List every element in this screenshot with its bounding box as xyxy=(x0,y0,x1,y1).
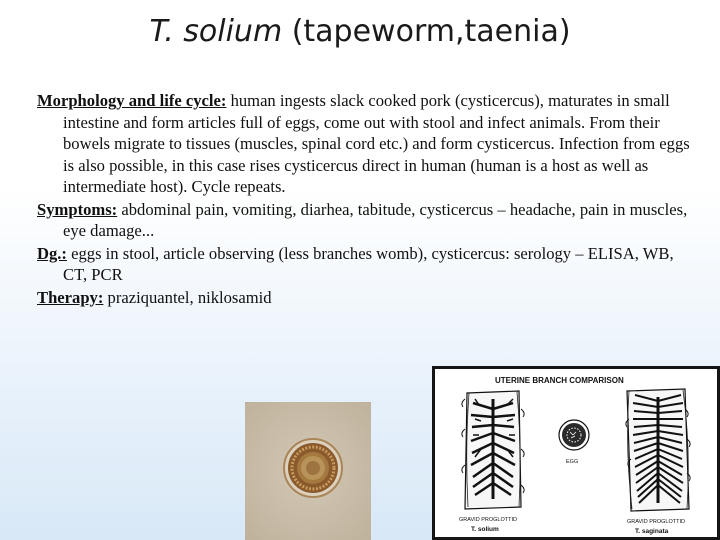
section-label: Therapy: xyxy=(37,287,104,307)
uterine-branch-diagram xyxy=(432,366,720,540)
egg-micrograph xyxy=(245,402,371,540)
section-therapy xyxy=(37,287,693,309)
section-symptoms xyxy=(37,199,693,242)
left-caption: GRAVID PROGLOTTID xyxy=(459,517,517,523)
slide-title xyxy=(0,14,720,49)
section-text: human ingests slack cooked pork (cysticercus), maturates in small intestine and form articles full of eggs, come out with stool and infect animals. From their bowels migrate to tissues (muscles, spinal cord etc.) and form cysticercus. Infection from eggs is also possible, in this case rises cysticercus direct in human (human is a host as well as intermediate host). Cycle repeats. xyxy=(63,91,690,196)
diagram-heading: UTERINE BRANCH COMPARISON xyxy=(495,376,624,385)
egg-label: EGG xyxy=(566,459,579,465)
right-species: T. saginata xyxy=(635,528,669,535)
slide-body xyxy=(37,90,693,309)
section-text: eggs in stool, article observing (less branches womb), cysticercus: serology – ELISA, WB, CT, PCR xyxy=(63,243,674,284)
right-caption: GRAVID PROGLOTTID xyxy=(627,519,685,525)
egg-drawing xyxy=(559,420,589,450)
section-label: Morphology and life cycle: xyxy=(37,91,227,110)
title-common-name: (tapeworm,taenia) xyxy=(282,14,571,49)
section-diagnosis xyxy=(37,243,693,286)
title-species: T. solium xyxy=(149,14,283,49)
section-label: Dg.: xyxy=(37,243,67,263)
section-text: abdominal pain, vomiting, diarhea, tabitude, cysticercus – headache, pain in muscles, eye damage... xyxy=(63,199,688,240)
section-text: praziquantel, niklosamid xyxy=(103,287,272,307)
section-label: Symptoms: xyxy=(37,199,118,219)
saginata-proglottid-drawing xyxy=(626,389,690,511)
left-species: T. solium xyxy=(471,526,499,533)
section-morphology xyxy=(37,90,693,198)
solium-proglottid-drawing xyxy=(462,391,524,509)
